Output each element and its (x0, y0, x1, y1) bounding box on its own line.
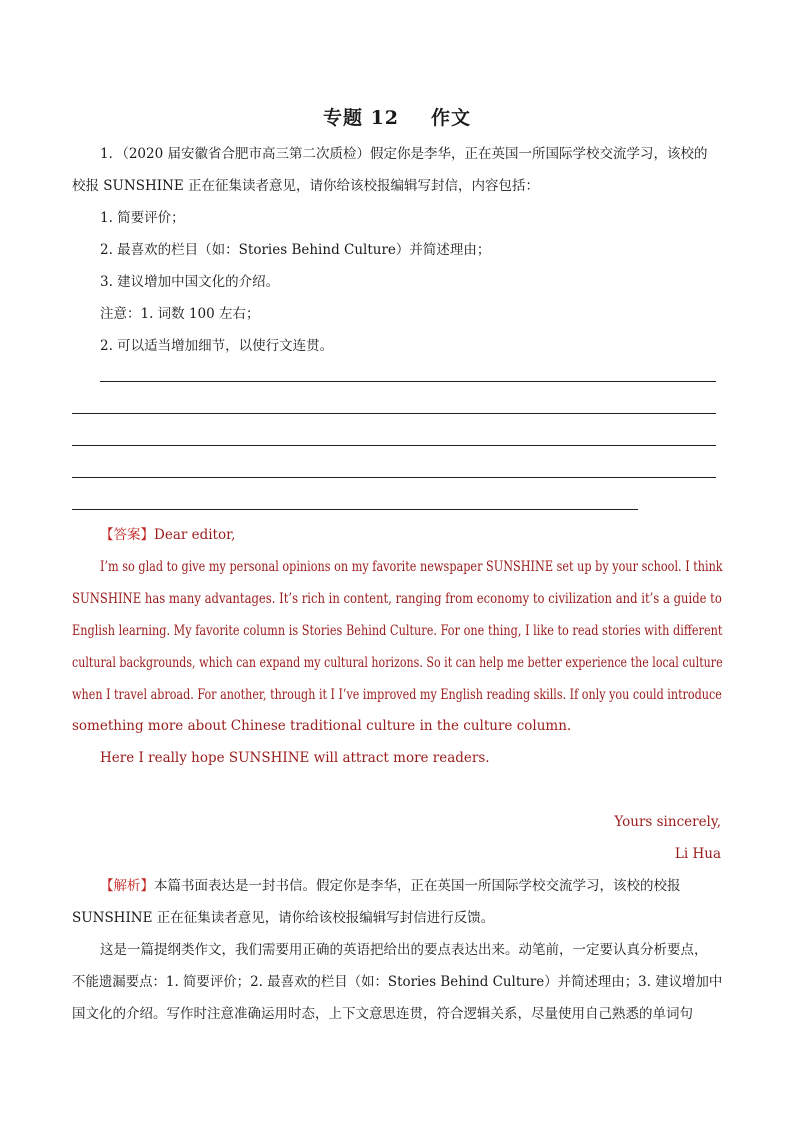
answer-line-5: when I travel abroad. For another, through it I I’ve improved my English reading skills. If only you could introduce (72, 687, 722, 703)
analysis-line-3: 这是一篇提纲类作文，我们需要用正确的英语把给出的要点表达出来。动笔前，一定要认真分析要点， (100, 942, 708, 958)
analysis-line-5: 国文化的介绍。写作时注意准确运用时态，上下文意思连贯，符合逻辑关系，尽量使用自己熟悉的单词句 (72, 1006, 693, 1022)
letter-signature: Li Hua (674, 846, 721, 862)
answer-line-2: SUNSHINE has many advantages. It’s rich in content, ranging from economy to civilization and it’s a guide to (72, 591, 722, 607)
analysis-label: 【解析】 (100, 878, 154, 894)
writing-line (72, 413, 716, 414)
note-line-2: 2. 可以适当增加细节，以使行文连贯。 (100, 338, 334, 354)
requirement-item-1: 1. 简要评价； (100, 210, 185, 226)
analysis-text: 本篇书面表达是一封书信。假定你是李华，正在英国一所国际学校交流学习，该校的校报 (154, 878, 681, 894)
writing-line (72, 445, 716, 446)
answer-line-3: English learning. My favorite column is Stories Behind Culture. For one thing, I like to read stories with different (72, 623, 723, 639)
answer-label: 【答案】 (100, 527, 154, 543)
page-title (0, 103, 794, 130)
requirement-item-3: 3. 建议增加中国文化的介绍。 (100, 274, 280, 290)
analysis-line-1 (100, 878, 681, 894)
writing-line (100, 381, 716, 382)
answer-greeting: Dear editor, (154, 527, 236, 543)
topic-subject: 作文 (431, 107, 472, 129)
answer-line-4: cultural backgrounds, which can expand my cultural horizons. So it can help me better experience the local culture (72, 655, 723, 671)
answer-line-6: something more about Chinese traditional culture in the culture column. (72, 718, 572, 734)
answer-heading (100, 527, 235, 543)
letter-closing: Yours sincerely, (614, 814, 721, 830)
question-line-2: 校报 SUNSHINE 正在征集读者意见，请你给该校报编辑写封信，内容包括： (72, 178, 540, 194)
answer-line-7: Here I really hope SUNSHINE will attract more readers. (100, 750, 490, 766)
requirement-item-2: 2. 最喜欢的栏目（如：Stories Behind Culture）并简述理由； (100, 242, 491, 258)
writing-line (72, 477, 716, 478)
analysis-line-4: 不能遗漏要点：1. 简要评价；2. 最喜欢的栏目（如：Stories Behind Culture）并简述理由；3. 建议增加中 (72, 974, 723, 990)
topic-number: 专题 12 (322, 107, 400, 129)
question-line-1: 1．（2020 届安徽省合肥市高三第二次质检）假定你是李华，正在英国一所国际学校交流学习，该校的 (100, 146, 708, 162)
analysis-line-2: SUNSHINE 正在征集读者意见，请你给该校报编辑写封信进行反馈。 (72, 910, 495, 926)
note-line-1: 注意：1. 词数 100 左右； (100, 306, 260, 322)
answer-line-1: I’m so glad to give my personal opinions on my favorite newspaper SUNSHINE set up by your school. I think (100, 559, 723, 575)
writing-line (72, 509, 638, 510)
